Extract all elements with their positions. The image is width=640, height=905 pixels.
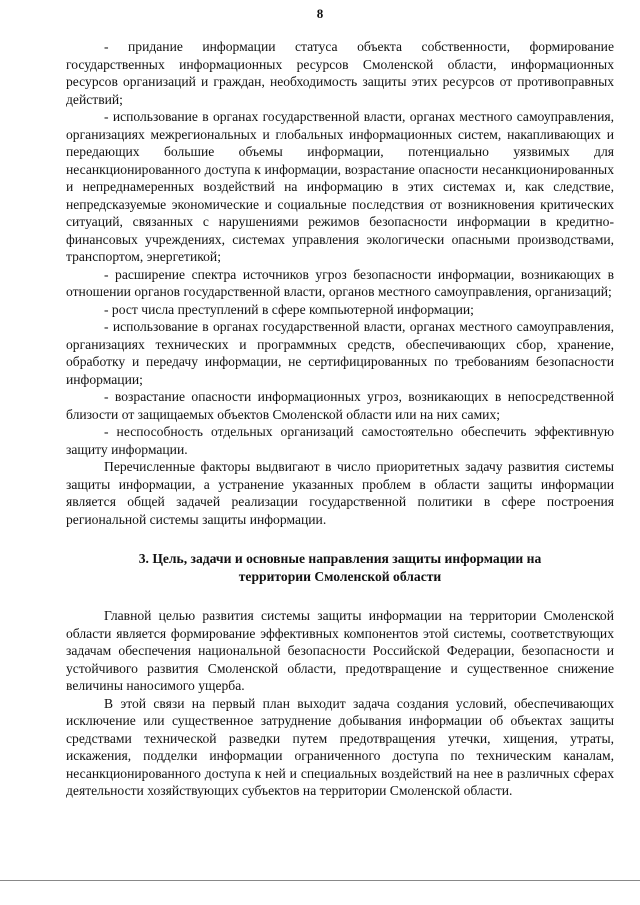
section-heading-line-1: 3. Цель, задачи и основные направления защиты информации на [138,551,542,566]
section-paragraph: Главной целью развития системы защиты информации на территории Смоленской области является формирование эффективных компонентов этой системы, соответствующих задачам обеспечения национальной безопасности Российской Федерации, безопасности и устойчивого развития Смоленской области, предотвращение и существенное снижение величины наносимого ущерба. [66,608,614,693]
section-heading-line-2: территории Смоленской области [238,568,442,584]
summary-paragraph: Перечисленные факторы выдвигают в число приоритетных задачу развития системы защиты информации, а устранение указанных проблем в области защиты информации является общей задачей реализации государственной политики в сфере построения региональной системы защиты информации. [66,459,614,527]
bullet-paragraph: - рост числа преступлений в сфере компьютерной информации; [104,301,474,317]
section-paragraph: В этой связи на первый план выходит задача создания условий, обеспечивающих исключение или существенное затруднение добывания информации об объектах защиты средствами технической разведки путем предотвращения утечки, хищения, утраты, искажения, подделки информации ограниченного доступа по техническим каналам, несанкционированного доступа к ней и специальных воздействий на нее в различных сферах деятельности хозяйствующих субъектов на территории Смоленской области. [66,695,614,798]
footer-divider [0,880,640,881]
bullet-paragraph: - использование в органах государственной власти, органах местного самоуправления, организациях технических и программных средств, обеспечивающих сбор, хранение, обработку и передачу информации, не сертифицированных по требованиям безопасности информации; [66,319,614,387]
bullet-paragraph: - неспособность отдельных организаций самостоятельно обеспечить эффективную защиту информации. [66,424,614,457]
page-number: 8 [316,6,324,21]
section-heading [66,550,614,585]
bullet-paragraph: - использование в органах государственной власти, органах местного самоуправления, организациях межрегиональных и глобальных информационных систем, накапливающих и передающих большие объемы информации, потенциально уязвимых для несанкционированного доступа к информации, возрастание опасности несанкционированных и непреднамеренных воздействий на информацию в этих системах и, как следствие, непредсказуемые экономические и социальные последствия от возникновения критических ситуаций, связанных с нарушениями режимов безопасности информации в кредитно-финансовых учреждениях, системах управления экологически опасными производствами, транспортом, энергетикой; [66,109,614,264]
document-body [66,38,614,800]
bullet-paragraph: - возрастание опасности информационных угроз, возникающих в непосредственной близости от защищаемых объектов Смоленской области или на них самих; [66,389,614,422]
bullet-paragraph: - придание информации статуса объекта собственности, формирование государственных информационных ресурсов Смоленской области, информационных ресурсов организаций и граждан, необходимость защиты этих ресурсов от противоправных действий; [66,39,614,107]
bullet-paragraph: - расширение спектра источников угроз безопасности информации, возникающих в отношении органов государственной власти, органов местного самоуправления, организаций; [66,266,614,299]
